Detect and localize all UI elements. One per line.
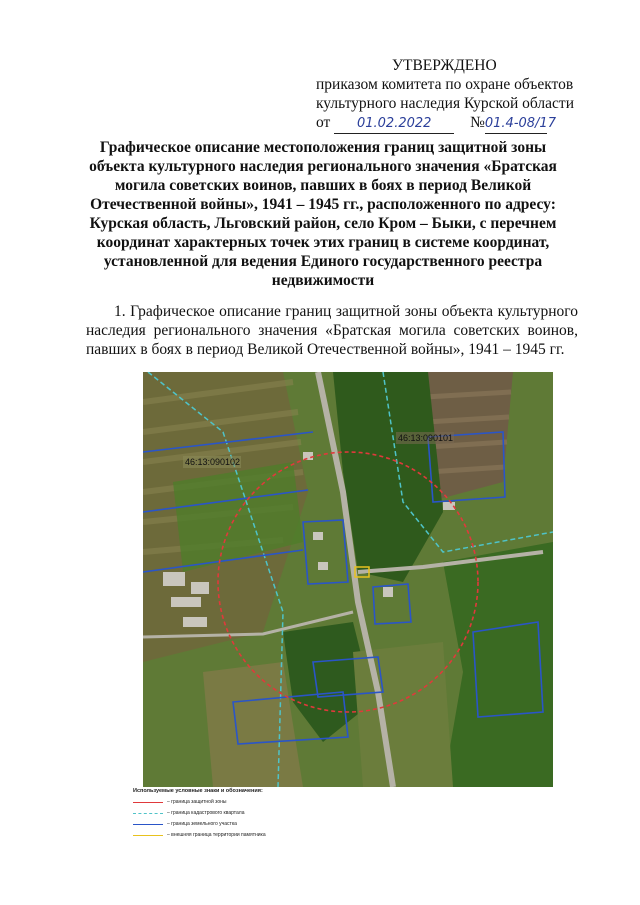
- approval-line-2: культурного наследия Курской области: [316, 95, 574, 112]
- quarter-boundary-swatch: [133, 813, 163, 814]
- section-text: Графическое описание границ защитной зоны объекта культурного наследия регионального значения «Братская могила советских воинов, павших в боях в период Великой Отечественной войны», 1941 – 1945 гг.: [86, 303, 578, 358]
- monument-boundary-swatch: [133, 835, 163, 836]
- map-legend: [133, 786, 303, 841]
- legend-label: – граница кадастрового квартала: [167, 810, 245, 816]
- legend-label: – граница земельного участка: [167, 821, 237, 827]
- approval-line-1: приказом комитета по охране объектов: [316, 76, 574, 93]
- parcel-label-east: 46:13:090101: [398, 433, 454, 443]
- legend-title: Используемые условные знаки и обозначения:: [133, 788, 263, 794]
- approval-date: 01.02.2022: [334, 114, 454, 134]
- cadastral-map: [143, 372, 553, 787]
- legend-label: – внешняя граница территории памятника: [167, 832, 266, 838]
- approval-date-line: [316, 113, 616, 134]
- document-title: Графическое описание местоположения границ защитной зоны объекта культурного наследия регионального значения «Братская могила советских воинов, павших в боях в период Великой Отечественной войны», 1941 – 1945 гг., расположенного по адресу: Курская область, Льговский район, село Кром – Быки, с перечнем координат характерных точек этих границ в системе координат, установленной для ведения Единого государственного реестра недвижимости: [89, 139, 557, 289]
- approval-number: 01.4-08/17: [485, 114, 547, 134]
- parcel-boundary-swatch: [133, 824, 163, 825]
- section-number: 1.: [114, 303, 126, 320]
- legend-item: [133, 830, 303, 841]
- zone-boundary-swatch: [133, 802, 163, 803]
- approval-block: [316, 56, 616, 134]
- date-prefix: от: [316, 114, 331, 131]
- legend-label: – граница защитной зоны: [167, 799, 227, 805]
- parcel-label-west: 46:13:090102: [185, 457, 241, 467]
- number-prefix: №: [470, 114, 485, 131]
- legend-item: [133, 797, 303, 808]
- section-paragraph: [86, 302, 578, 359]
- legend-item: [133, 808, 303, 819]
- approval-heading: УТВЕРЖДЕНО: [392, 57, 497, 74]
- legend-item: [133, 819, 303, 830]
